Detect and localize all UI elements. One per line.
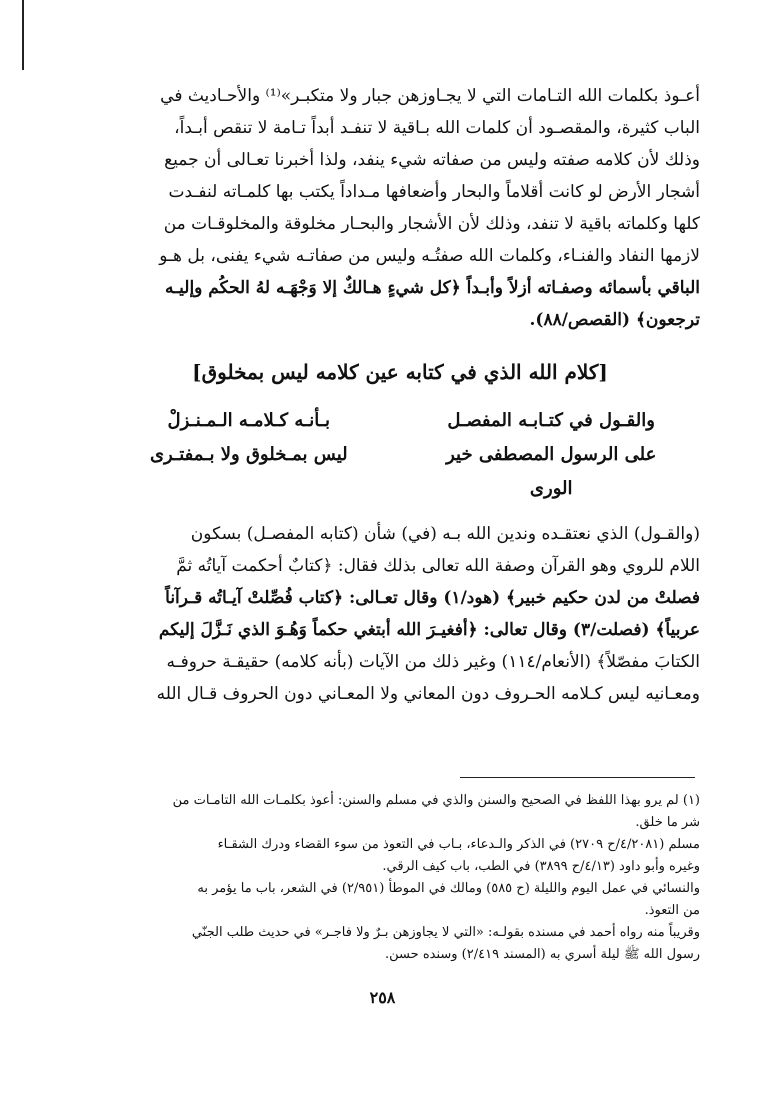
verse-hemistich-first: على الرسول المصطفى خير الورى [446, 444, 657, 499]
text-line: أشجار الأرض لو كانت أقلاماً والبحار وأضعافها مـداداً يكتب بها كلمـاته لنفـدت [168, 182, 700, 202]
text-line: لازمها النفاد والفنـاء، وكلمات الله صفتُـه وليس من صفاتـه شيء يفنى، بل هـو [159, 246, 700, 266]
text-line: ومعـانيه ليس كـلامه الحـروف دون المعاني ولا المعـاني دون الحروف قـال الله [156, 684, 700, 704]
text-line: أعـوذ بكلمات الله التـامات التي لا يجـاوزهن جبار ولا متكبـر»⁽¹⁾ والأحـاديث في [160, 86, 700, 106]
footnote-line: وقريباً منه رواه أحمد في مسنده بقولـه: «التي لا يجاوزهن بـرٌ ولا فاجـر» في حديث طلب الجنّي [191, 925, 700, 940]
footnote-line: من التعوذ. [644, 903, 700, 918]
text-line: كلها وكلماته باقية لا تنفد، وذلك لأن الأشجار والبحـار مخلوقة والمخلوقـات من [163, 214, 700, 234]
footnote-line: رسول الله ﷺ ليلة أسري به (المسند ٢/٤١٩) وسنده حسن. [385, 947, 700, 962]
binding-edge-line [22, 0, 24, 70]
text-line: الباب كثيرة، والمقصـود أن كلمات الله بـاقية لا تنفـد أبداً تـامة لا تنقص أبـداً، [174, 118, 700, 138]
verse-hemistich-first: والقـول في كتـابـه المفصـل [447, 410, 655, 431]
text-line: عربياً﴾ (فصلت/٣) وقال تعالى: ﴿أفغيـرَ الله أبتغي حكماً وَهُـوَ الذي نَـزَّلَ إليكم [158, 620, 700, 640]
footnote-line: وغيره وأبو داود (٤/١٣/ح ٣٨٩٩) في الطب، باب كيف الرقي. [382, 859, 700, 874]
footnote-line: (١) لم يرو بهذا اللفظ في الصحيح والسنن والذي في مسلم والسنن: أعوذ بكلمـات الله التامـات من [172, 793, 700, 808]
text-line: الكتابَ مفصّلاً﴾ (الأنعام/١١٤) وغير ذلك من الآيات (بأنه كلامه) حقيقـة حروفـه [166, 652, 700, 672]
text-line: ترجعون﴾ (القصص/٨٨). [529, 310, 700, 330]
paragraph-1 [100, 80, 700, 336]
verse-hemistich-second: بـأنـه كـلامـه الـمـنـزلْ [167, 410, 331, 431]
text-line: الباقي بأسمائه وصفـاته أزلاً وأبـداً ﴿كل شيءٍ هـالكٌ إلا وَجْهَـه لهُ الحكُم وإليـه [165, 278, 700, 298]
footnote-line: والنسائي في عمل اليوم والليلة (ح ٥٨٥) ومالك في الموطأ (٢/٩٥١) في الشعر، باب ما يؤمر به [197, 881, 700, 896]
footnotes [100, 790, 700, 966]
footnote-divider [460, 777, 695, 778]
verse-line [100, 404, 700, 438]
footnote-line: مسلم (٤/٢٠٨١/ح ٢٧٠٩) في الذكر والـدعاء، بـاب في التعوذ من سوء القضاء ودرك الشقـاء [217, 837, 700, 852]
section-heading: [كلام الله الذي في كتابه عين كلامه ليس بمخلوق] [192, 360, 608, 384]
page-number: ٢٥٨ [369, 988, 396, 1007]
text-line: اللام للروي وهو القرآن وصفة الله تعالى بذلك فقال: ﴿كتابٌ أحكمت آياتُه ثمَّ [176, 556, 700, 576]
verse-block [100, 404, 700, 506]
text-line: وذلك لأن كلامه صفته وليس من صفاته شيء ينفد، ولذا أخبرنا تعـالى أن جميع [164, 150, 700, 170]
verse-hemistich-second: ليس بمـخلوق ولا بـمفتـرى [149, 444, 348, 465]
text-line: فصلتْ من لدن حكيم خبير﴾ (هود/١) وقال تعـالى: ﴿كتاب فُصِّلتْ آيـاتُه قـرآناً [165, 588, 700, 608]
footnote-line: شر ما خلق. [635, 815, 700, 830]
paragraph-2 [100, 518, 700, 710]
page-content [100, 80, 700, 710]
text-line: (والقـول) الذي نعتقـده وندين الله بـه (في) شأن (كتابه المفصـل) بسكون [190, 524, 700, 544]
verse-line [100, 438, 700, 506]
